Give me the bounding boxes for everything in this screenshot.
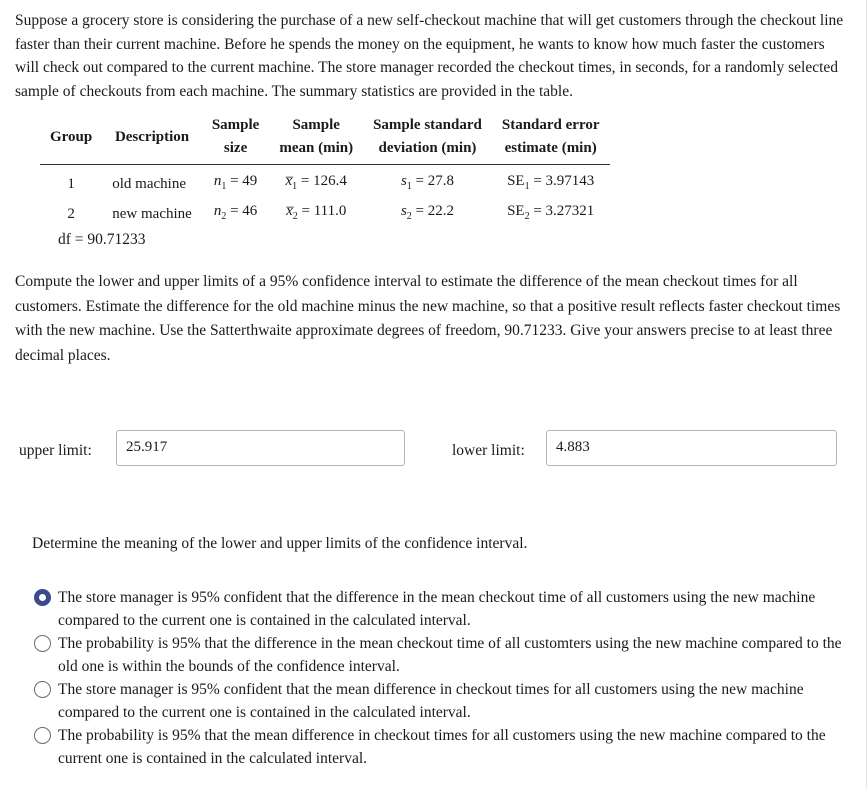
answer-option[interactable] <box>34 586 844 632</box>
header-group: Group <box>50 128 93 145</box>
sample-sd-cell: $s_2 = 22.2$ <box>400 203 454 222</box>
interpretation-question: Determine the meaning of the lower and upper limits of the confidence interval. <box>32 535 528 552</box>
radio-selected-icon[interactable] <box>34 589 51 606</box>
option-text: The store manager is 95% confident that the difference in the mean checkout time of all customers using the new machine compared to the current one is contained in the calculated interval. <box>58 589 816 629</box>
option-text: The probability is 95% that the difference in the mean checkout time of all customters using the new machine compared to the old one is within the bounds of the confidence interval. <box>58 635 842 675</box>
header-description: Description <box>114 128 190 145</box>
header-sample-mean: Sample mean (min) <box>279 117 354 156</box>
description-cell: new machine <box>112 205 192 222</box>
radio-icon[interactable] <box>34 681 51 698</box>
group-cell: 1 <box>67 175 75 192</box>
table-header-row <box>40 114 610 165</box>
table-row <box>40 199 610 229</box>
instructions-text: Compute the lower and upper limits of a 95% confidence interval to estimate the difference of the mean checkout times for all customers. Estimate the difference for the old machine minus the new machine, so that a positive result reflects faster checkout times with the new machine. Use the Satterthwaite approximate degrees of freedom, 90.71233. Give your answers precise to at least three decimal places. <box>15 273 841 364</box>
summary-statistics-table <box>40 114 610 229</box>
answer-option[interactable] <box>34 678 844 724</box>
option-text: The probability is 95% that the mean difference in checkout times for all customers using the new machine compared to the current one is contained in the calculated interval. <box>58 727 826 767</box>
group-cell: 2 <box>67 205 75 222</box>
sample-mean-cell: $x̅_2 = 111.0$ <box>286 203 347 222</box>
standard-error-cell: $SE_1 = 3.97143$ <box>507 173 595 192</box>
option-text: The store manager is 95% confident that the mean difference in checkout times for all customers using the new machine compared to the current one is contained in the calculated interval. <box>58 681 804 721</box>
sample-mean-cell: $x̅_1 = 126.4$ <box>285 173 347 192</box>
upper-limit-input[interactable]: 25.917 <box>116 430 405 466</box>
degrees-of-freedom: df = 90.71233 <box>58 231 146 248</box>
sample-size-cell: $n_2 = 46$ <box>213 203 258 222</box>
lower-limit-label: lower limit: <box>452 442 525 459</box>
answer-options <box>34 586 844 770</box>
description-cell: old machine <box>112 175 186 192</box>
radio-icon[interactable] <box>34 635 51 652</box>
problem-text: Suppose a grocery store is considering the purchase of a new self-checkout machine that will get customers through the checkout line faster than their current machine. Before he spends the money on the equipment, he wants to know how much faster the customers will check out compared to the current machine. The store manager recorded the checkout times, in seconds, for a randomly selected sample of checkouts from each machine. The summary statistics are provided in the table. <box>15 12 844 100</box>
table-row <box>40 165 610 200</box>
sample-sd-cell: $s_1 = 27.8$ <box>400 173 454 192</box>
lower-limit-input[interactable]: 4.883 <box>546 430 837 466</box>
radio-icon[interactable] <box>34 727 51 744</box>
header-sample-sd: Sample standard deviation (min) <box>373 117 482 156</box>
header-sample-size: Sample size <box>211 117 260 156</box>
answer-option[interactable] <box>34 632 844 678</box>
standard-error-cell: $SE_2 = 3.27321$ <box>507 203 595 222</box>
header-standard-error: Standard error estimate (min) <box>501 117 600 156</box>
sample-size-cell: $n_1 = 49$ <box>213 173 258 192</box>
upper-limit-label: upper limit: <box>19 442 92 459</box>
answer-option[interactable] <box>34 724 844 770</box>
